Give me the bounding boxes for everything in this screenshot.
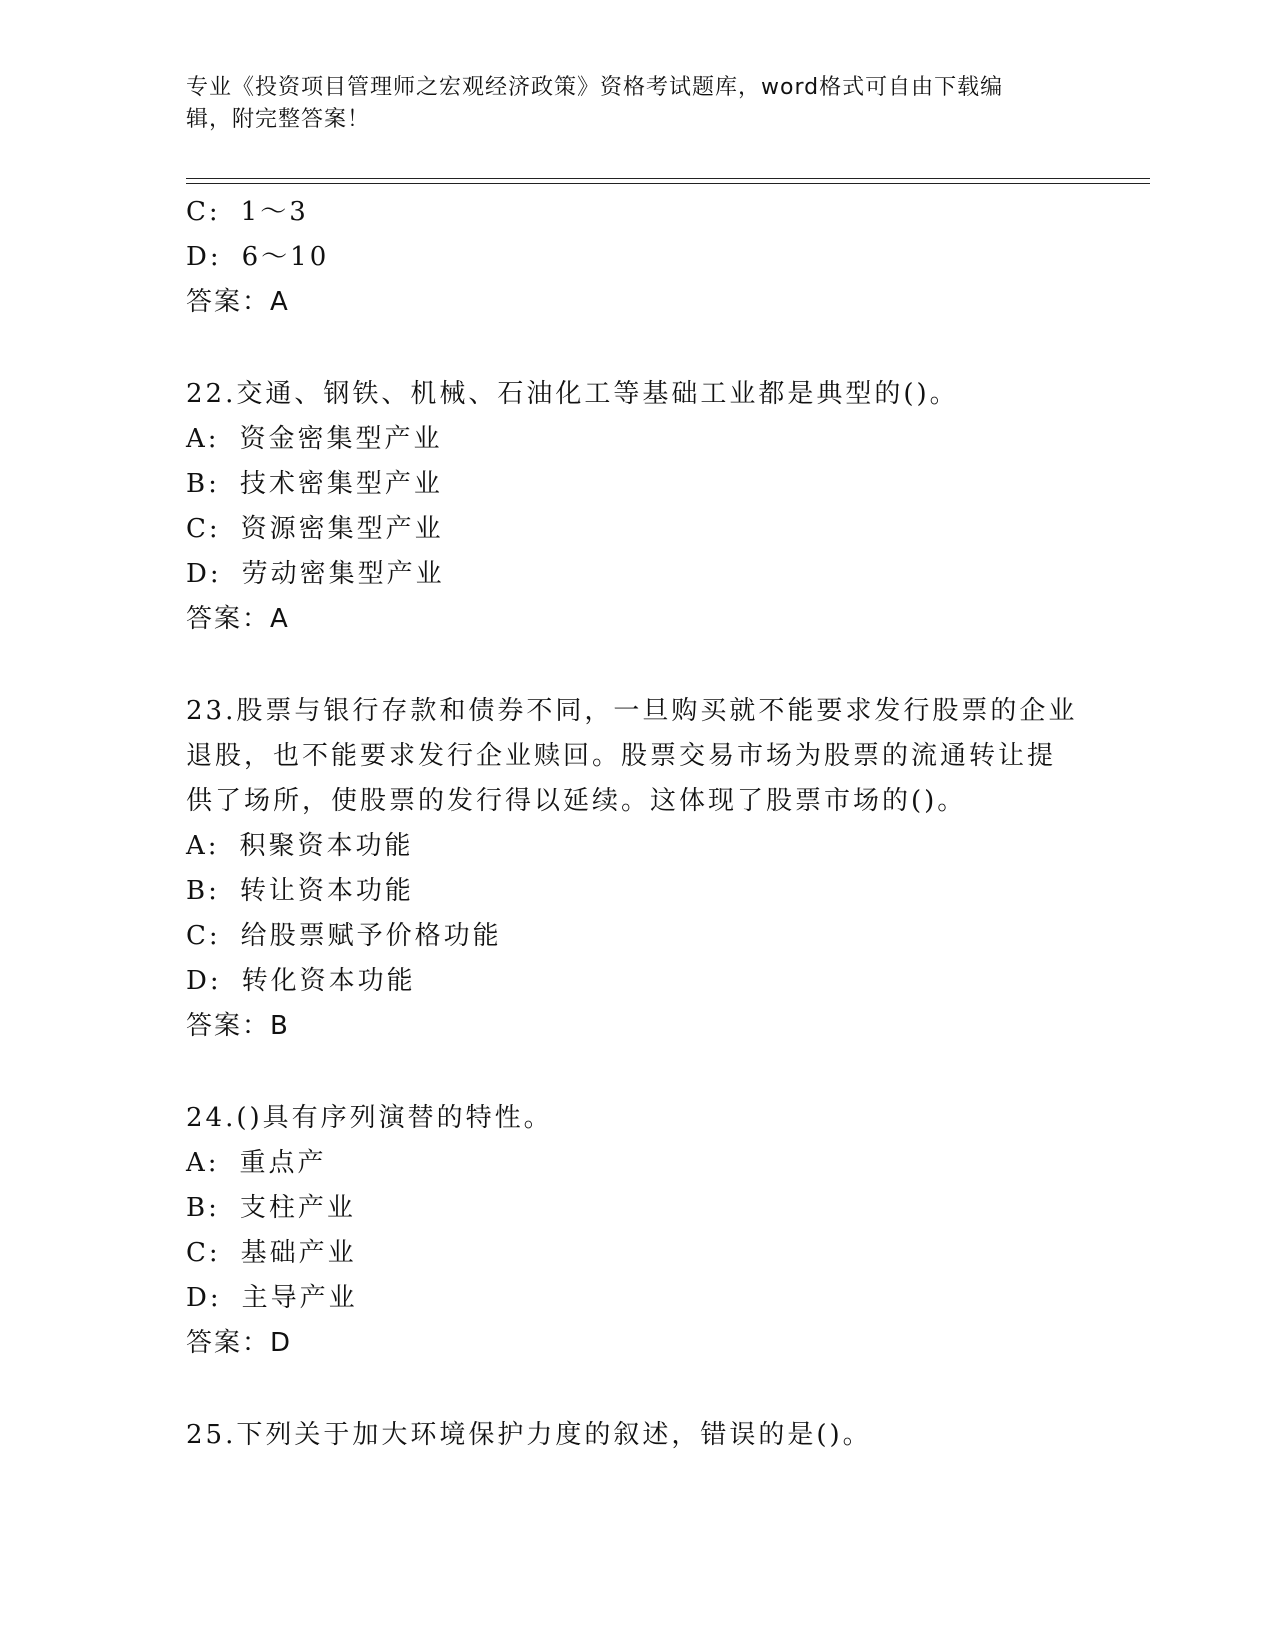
option-text: 积聚资本功能 xyxy=(239,831,414,861)
question-stem: 25.下列关于加大环境保护力度的叙述，错误的是()。 xyxy=(186,1420,872,1450)
option-key: B: xyxy=(186,1193,220,1223)
option-key: D: xyxy=(186,1283,222,1313)
option-key: A: xyxy=(186,424,220,454)
option-key: C: xyxy=(186,197,221,227)
option-b xyxy=(186,462,1086,507)
answer-line: 答案：A xyxy=(186,287,290,317)
option-c xyxy=(186,190,1086,235)
option-text: 重点产 xyxy=(239,1148,327,1178)
answer-line: 答案：D xyxy=(186,1328,293,1358)
option-text: 转让资本功能 xyxy=(239,876,414,906)
question-stem-line: 退股，也不能要求发行企业赎回。股票交易市场为股票的流通转让提 xyxy=(186,741,1057,771)
option-text: 给股票赋予价格功能 xyxy=(240,921,502,951)
option-text: 技术密集型产业 xyxy=(239,469,443,499)
option-text: 支柱产业 xyxy=(239,1193,356,1223)
option-d xyxy=(186,959,1086,1004)
option-key: D: xyxy=(186,559,222,589)
question-23 xyxy=(186,689,1086,1049)
option-text: 6～10 xyxy=(241,242,330,272)
option-text: 1～3 xyxy=(240,197,309,227)
option-b xyxy=(186,1186,1086,1231)
header-line-1: 专业《投资项目管理师之宏观经济政策》资格考试题库，word格式可自由下载编 xyxy=(186,75,1004,100)
option-text: 资金密集型产业 xyxy=(239,424,443,454)
option-text: 资源密集型产业 xyxy=(240,514,444,544)
option-c xyxy=(186,914,1086,959)
question-24 xyxy=(186,1096,1086,1366)
option-a xyxy=(186,824,1086,869)
option-a xyxy=(186,417,1086,462)
option-key: A: xyxy=(186,1148,220,1178)
option-a xyxy=(186,1141,1086,1186)
option-key: C: xyxy=(186,921,221,951)
option-c xyxy=(186,1231,1086,1276)
option-text: 劳动密集型产业 xyxy=(241,559,445,589)
page-header xyxy=(186,72,1066,136)
question-stem: 22.交通、钢铁、机械、石油化工等基础工业都是典型的()。 xyxy=(186,379,959,409)
option-b xyxy=(186,869,1086,914)
option-d xyxy=(186,235,1086,280)
question-22 xyxy=(186,372,1086,642)
option-d xyxy=(186,1276,1086,1321)
option-key: D: xyxy=(186,966,222,996)
question-stem-line: 供了场所，使股票的发行得以延续。这体现了股票市场的()。 xyxy=(186,786,967,816)
answer-line: 答案：B xyxy=(186,1011,290,1041)
answer-line: 答案：A xyxy=(186,604,290,634)
option-key: B: xyxy=(186,469,220,499)
option-text: 主导产业 xyxy=(241,1283,358,1313)
question-list xyxy=(186,190,1086,1458)
question-25 xyxy=(186,1413,1086,1458)
option-key: C: xyxy=(186,1238,221,1268)
option-key: D: xyxy=(186,242,222,272)
option-key: B: xyxy=(186,876,220,906)
header-divider-top xyxy=(186,178,1150,179)
option-c xyxy=(186,507,1086,552)
option-d xyxy=(186,552,1086,597)
question-stem-line: 23.股票与银行存款和债券不同，一旦购买就不能要求发行股票的企业 xyxy=(186,696,1078,726)
header-divider-bottom xyxy=(186,183,1150,184)
option-key: C: xyxy=(186,514,221,544)
question-stem: 24.()具有序列演替的特性。 xyxy=(186,1103,553,1133)
option-key: A: xyxy=(186,831,220,861)
question-fragment xyxy=(186,190,1086,325)
option-text: 基础产业 xyxy=(240,1238,357,1268)
option-text: 转化资本功能 xyxy=(241,966,416,996)
header-line-2: 辑，附完整答案！ xyxy=(186,107,371,132)
